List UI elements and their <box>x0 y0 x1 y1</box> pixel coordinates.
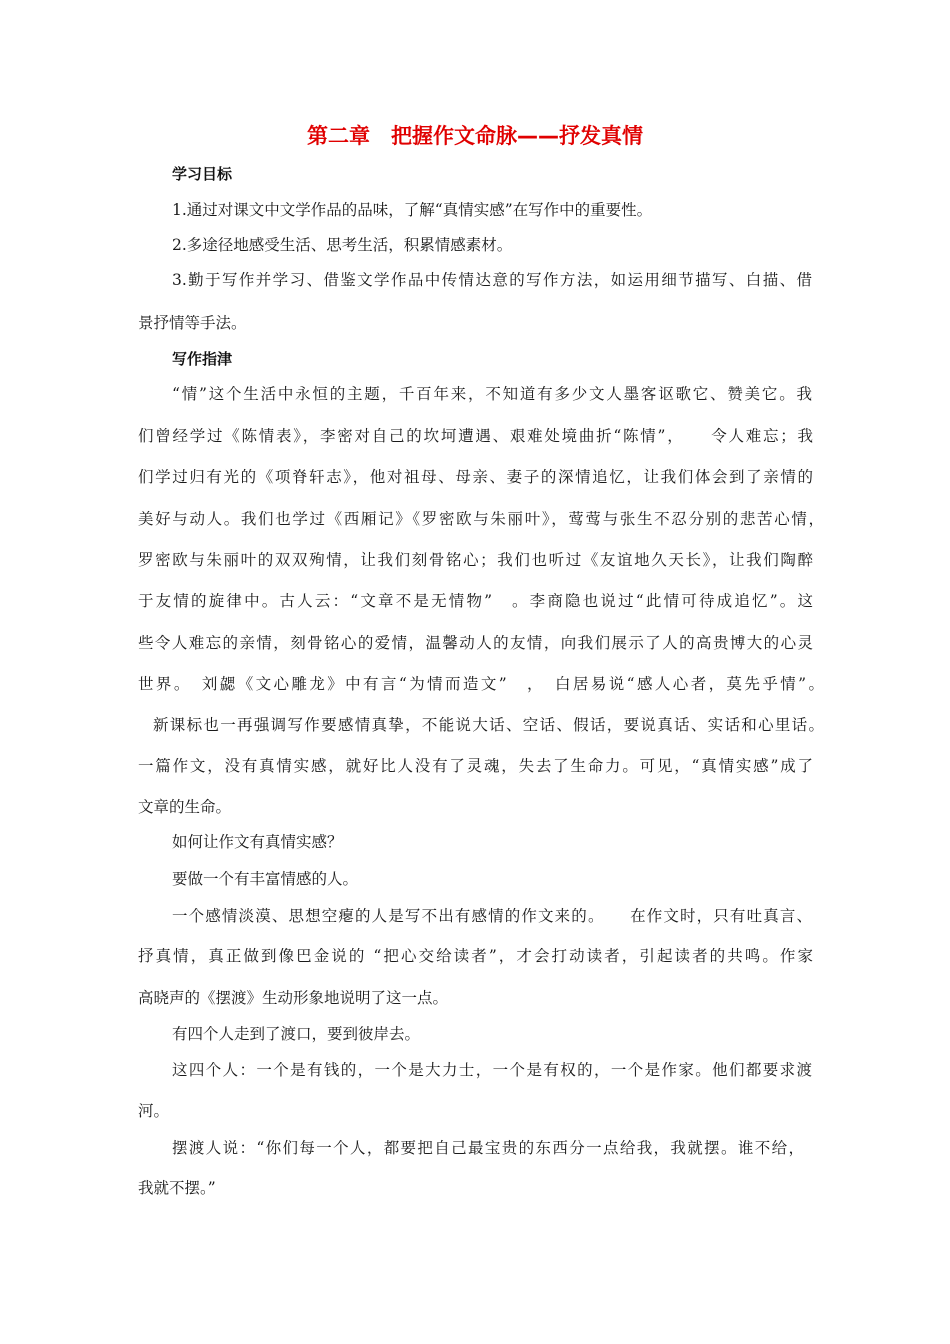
guide-line: 一篇作文，没有真情实感，就好比人没有了灵魂，失去了生命力。可见，“真情实感”成了 <box>138 757 813 775</box>
guide-line: 新课标也一再强调写作要感情真挚，不能说大话、空话、假话，要说真话、实话和心里话。 <box>153 716 824 734</box>
guide-line: 们学过归有光的《项脊轩志》，他对祖母、母亲、妻子的深情追忆，让我们体会到了亲情的 <box>138 468 813 486</box>
guide-line: 摆渡人说：“你们每一个人，都要把自己最宝贵的东西分一点给我，我就摆。谁不给， <box>172 1139 804 1157</box>
guide-line: 们曾经学过《陈情表》，李密对自己的坎坷遭遇、艰难处境曲折“陈情”， 令人难忘；我 <box>138 427 813 445</box>
guide-line: 如何让作文有真情实感？ <box>172 833 343 851</box>
guide-line: 世界。 刘勰《文心雕龙》中有言“为情而造文” ， 白居易说“感人心者，莫先乎情”。 <box>138 675 824 693</box>
goal-item: 2.多途径地感受生活、思考生活，积累情感素材。 <box>172 236 513 254</box>
guide-line: 河。 <box>138 1102 170 1120</box>
guide-line: 有四个人走到了渡口，要到彼岸去。 <box>172 1025 421 1043</box>
goal-item-continuation: 景抒情等手法。 <box>138 314 247 332</box>
goal-item: 3.勤于写作并学习、借鉴文学作品中传情达意的写作方法，如运用细节描写、白描、借 <box>172 271 812 289</box>
guide-line: 高晓声的《摆渡》生动形象地说明了这一点。 <box>138 989 449 1007</box>
goals-heading: 学习目标 <box>172 165 233 183</box>
guide-heading: 写作指津 <box>172 350 233 368</box>
guide-line: 些令人难忘的亲情，刻骨铭心的爱情，温馨动人的友情，向我们展示了人的高贵博大的心灵 <box>138 634 813 652</box>
guide-line: 我就不摆。” <box>138 1179 216 1197</box>
guide-line: 罗密欧与朱丽叶的双双殉情，让我们刻骨铭心；我们也听过《友谊地久天长》，让我们陶醉 <box>138 551 813 569</box>
chapter-title: 第二章 把握作文命脉——抒发真情 <box>307 124 643 148</box>
guide-line: 美好与动人。我们也学过《西厢记》《罗密欧与朱丽叶》，莺莺与张生不忍分别的悲苦心情， <box>138 510 824 528</box>
guide-line: “情”这个生活中永恒的主题，千百年来，不知道有多少文人墨客讴歌它、赞美它。我 <box>172 385 812 403</box>
goal-item: 1.通过对课文中文学作品的品味，了解“真情实感”在写作中的重要性。 <box>172 201 653 219</box>
guide-line: 这四个人：一个是有钱的，一个是大力士，一个是有权的，一个是作家。他们都要求渡 <box>172 1061 812 1079</box>
guide-line: 抒真情，真正做到像巴金说的 “把心交给读者”，才会打动读者，引起读者的共鸣。作家 <box>138 947 813 965</box>
guide-line: 要做一个有丰富情感的人。 <box>172 870 359 888</box>
guide-line: 文章的生命。 <box>138 798 232 816</box>
guide-line: 一个感情淡漠、思想空瘪的人是写不出有感情的作文来的。 在作文时，只有吐真言、 <box>172 907 812 925</box>
guide-line: 于友情的旋律中。古人云：“文章不是无情物” 。李商隐也说过“此情可待成追忆”。这 <box>138 592 813 610</box>
